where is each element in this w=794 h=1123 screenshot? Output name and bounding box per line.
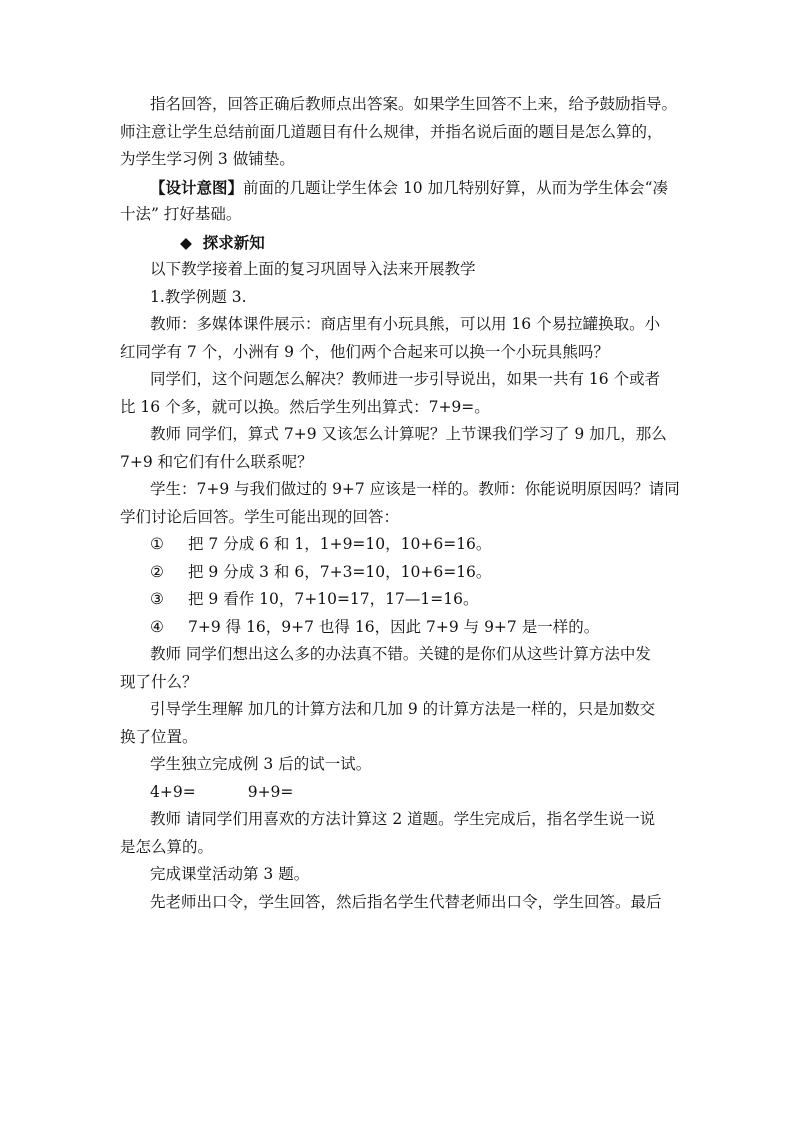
paragraph-line: 教师 同学们，算式 7+9 又该怎么计算呢？上节课我们学习了 9 加几，那么: [150, 425, 667, 443]
exercise-line: [120, 779, 680, 807]
diamond-bullet-icon: ◆: [180, 232, 192, 252]
paragraph-line: 红同学有 7 个，小洲有 9 个，他们两个合起来可以换一个小玩具熊吗？: [120, 342, 609, 361]
circled-number-4: ④: [150, 617, 164, 636]
paragraph-line: 学生独立完成例 3 后的试一试。: [150, 755, 372, 773]
design-intent-text: 前面的几题让学生体会 10 加几特别好算，从而为学生体会“凑: [243, 178, 669, 197]
document-body: [120, 91, 680, 916]
section-heading-text: 探求新知: [202, 232, 265, 252]
circled-number-1: ①: [150, 535, 164, 553]
list-item-text: 把 9 看作 10，7+10=17，17—1=16。: [188, 590, 479, 608]
paragraph-line: 比 16 个多，就可以换。然后学生列出算式：7+9=。: [120, 397, 490, 416]
paragraph-line: 教师 同学们想出这么多的办法真不错。关键的是你们从这些计算方法中发: [150, 645, 651, 663]
design-intent-label: 【设计意图】: [150, 177, 244, 197]
exercise-1: 4+9=: [150, 782, 196, 801]
paragraph-line: 教师：多媒体课件展示：商店里有小玩具熊，可以用 16 个易拉罐换取。小: [150, 315, 661, 333]
paragraph-line: 7+9 和它们有什么联系呢？: [120, 452, 313, 471]
list-item: [120, 614, 680, 642]
paragraph-line: 为学生学习例 3 做铺垫。: [120, 150, 295, 168]
exercise-2: 9+9=: [247, 782, 294, 801]
paragraph-line: 学们讨论后回答。学生可能出现的回答：: [120, 507, 400, 526]
paragraph-line: 以下教学接着上面的复习巩固导入法来开展教学: [150, 260, 476, 278]
paragraph-line: 同学们，这个问题怎么解决？教师进一步引导说出，如果一共有 16 个或者: [150, 370, 661, 388]
paragraph-line: 现了什么？: [120, 672, 198, 691]
circled-number-3: ③: [150, 590, 164, 608]
list-item-text: 7+9 得 16，9+7 也得 16，因此 7+9 与 9+7 是一样的。: [188, 617, 600, 636]
paragraph-line: 教师 请同学们用喜欢的方法计算这 2 道题。学生完成后，指名学生说一说: [150, 810, 656, 828]
list-item: [120, 531, 680, 559]
paragraph-line: 十法” 打好基础。: [120, 205, 242, 223]
paragraph-line: 引导学生理解 加几的计算方法和几加 9 的计算方法是一样的，只是加数交: [150, 700, 656, 718]
paragraph-line: 换了位置。: [120, 727, 198, 746]
paragraph-line: 师注意让学生总结前面几道题目有什么规律，并指名说后面的题目是怎么算的，: [120, 122, 663, 141]
paragraph-line: 先老师出口令，学生回答，然后指名学生代替老师出口令，学生回答。最后: [150, 892, 662, 911]
paragraph-line: 1.教学例题 3.: [150, 287, 247, 306]
circled-number-2: ②: [150, 562, 164, 581]
paragraph-line: 学生：7+9 与我们做过的 9+7 应该是一样的。教师：你能说明原因吗？请同: [150, 480, 680, 498]
list-item-text: 把 7 分成 6 和 1，1+9=10，10+6=16。: [188, 535, 492, 553]
section-heading: [120, 229, 680, 257]
paragraph-line: 完成课堂活动第 3 题。: [150, 865, 310, 883]
list-item-text: 把 9 分成 3 和 6，7+3=10，10+6=16。: [188, 562, 492, 581]
paragraph-line: 指名回答，回答正确后教师点出答案。如果学生回答不上来，给予鼓励指导。: [150, 95, 678, 113]
list-item: [120, 586, 680, 614]
design-intent-line: [120, 174, 680, 202]
list-item: [120, 559, 680, 587]
paragraph-line: 是怎么算的。: [120, 837, 214, 856]
